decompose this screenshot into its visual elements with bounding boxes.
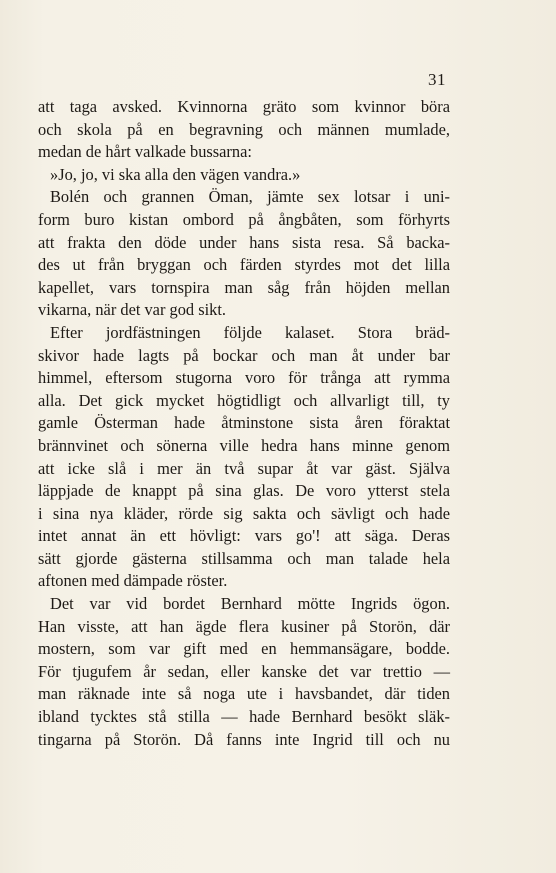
text-line: Han visste, att han ägde flera kusiner på Storön, där	[38, 616, 450, 636]
text-line: gamle Österman hade åtminstone sista åren föraktat	[38, 413, 450, 433]
text-line: brännvinet och sönerna ville hedra hans minne genom	[38, 435, 450, 455]
body-text	[38, 96, 450, 751]
page-number: 31	[428, 70, 446, 89]
text-line: himmel, eftersom stugorna voro för trånga att rymma	[38, 368, 450, 388]
text-line: läppjade de knappt på sina glas. De voro ytterst stela	[38, 481, 450, 501]
text-line: och skola på en begravning och männen mumlade,	[38, 119, 450, 139]
text-line: För tjugufem år sedan, eller kanske det var trettio —	[38, 661, 450, 681]
text-line: alla. Det gick mycket högtidligt och allvarligt till, ty	[38, 390, 450, 410]
text-line: att frakta den döde under hans sista resa. Så backa-	[38, 232, 450, 252]
text-line: kapellet, vars tornspira man såg från höjden mellan	[38, 277, 450, 297]
text-line: aftonen med dämpade röster.	[38, 571, 228, 591]
text-line: tingarna på Storön. Då fanns inte Ingrid till och nu	[38, 729, 450, 749]
text-line: att icke slå i mer än två supar åt var gäst. Själva	[38, 458, 450, 478]
text-line: intet annat än ett hövligt: vars go'! att säga. Deras	[38, 526, 450, 546]
text-line: »Jo, jo, vi ska alla den vägen vandra.»	[50, 164, 301, 184]
text-line: form buro kistan ombord på ångbåten, som förhyrts	[38, 209, 450, 229]
text-line: Det var vid bordet Bernhard mötte Ingrids ögon.	[50, 594, 450, 614]
text-line: des ut från bryggan och färden styrdes mot det lilla	[38, 255, 450, 275]
text-line: man räknade inte så noga ute i havsbandet, där tiden	[38, 684, 450, 704]
text-line: Efter jordfästningen följde kalaset. Stora bräd-	[50, 322, 450, 342]
text-line: i sina nya kläder, rörde sig sakta och sävligt och hade	[38, 503, 450, 523]
text-line: att taga avsked. Kvinnorna gräto som kvinnor böra	[38, 97, 450, 116]
text-line: Bolén och grannen Öman, jämte sex lotsar i uni-	[50, 187, 450, 207]
text-line: vikarna, när det var god sikt.	[38, 300, 226, 320]
text-line: skivor hade lagts på bockar och man åt under bar	[38, 345, 450, 365]
text-line: medan de hårt valkade bussarna:	[38, 142, 252, 162]
text-line: mostern, som var gift med en hemmansägare, bodde.	[38, 639, 450, 659]
text-line: ibland tycktes stå stilla — hade Bernhard besökt släk-	[38, 707, 450, 727]
text-line: sätt gjorde gästerna stillsamma och man talade hela	[38, 548, 450, 568]
